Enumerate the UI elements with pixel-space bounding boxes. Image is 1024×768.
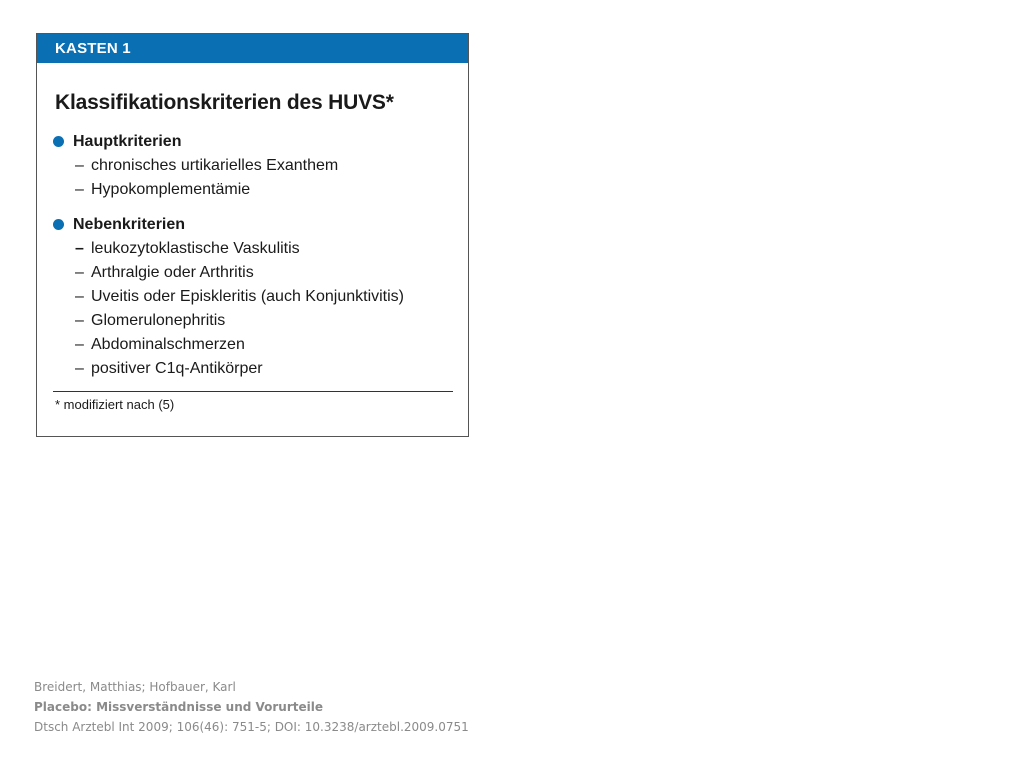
dash: –	[75, 264, 84, 281]
bullet-icon	[53, 136, 64, 147]
dash: –	[75, 336, 84, 353]
dash: –	[75, 360, 84, 377]
dash: –	[75, 288, 84, 305]
bullet-icon	[53, 219, 64, 230]
list-item-text: Uveitis oder Episkleritis (auch Konjunktivitis)	[91, 288, 404, 305]
info-box	[36, 33, 469, 437]
list-item-text: Abdominalschmerzen	[91, 336, 245, 353]
box-title: Klassifikationskriterien des HUVS*	[55, 91, 394, 114]
citation	[34, 677, 469, 737]
list-item-text: Arthralgie oder Arthritis	[91, 264, 254, 281]
dash: –	[75, 181, 84, 198]
citation-title: Placebo: Missverständnisse und Vorurteile	[34, 700, 324, 714]
dash: –	[75, 240, 84, 257]
section-label: Hauptkriterien	[73, 133, 182, 150]
list-item-text: Hypokomplementämie	[91, 181, 251, 198]
dash: –	[75, 157, 84, 174]
citation-source: Dtsch Arztebl Int 2009; 106(46): 751-5; DOI: 10.3238/arztebl.2009.0751	[34, 720, 469, 734]
dash: –	[75, 312, 84, 329]
list-item-text: positiver C1q-Antikörper	[91, 360, 263, 377]
footnote-divider	[53, 391, 453, 392]
box-header: KASTEN 1	[37, 34, 468, 63]
citation-authors: Breidert, Matthias; Hofbauer, Karl	[34, 680, 236, 694]
list-item-text: leukozytoklastische Vaskulitis	[91, 240, 300, 257]
list-item-text: Glomerulonephritis	[91, 312, 226, 329]
footnote: * modifiziert nach (5)	[55, 397, 175, 412]
list-item-text: chronisches urtikarielles Exanthem	[91, 157, 339, 174]
section-label: Nebenkriterien	[73, 216, 186, 233]
